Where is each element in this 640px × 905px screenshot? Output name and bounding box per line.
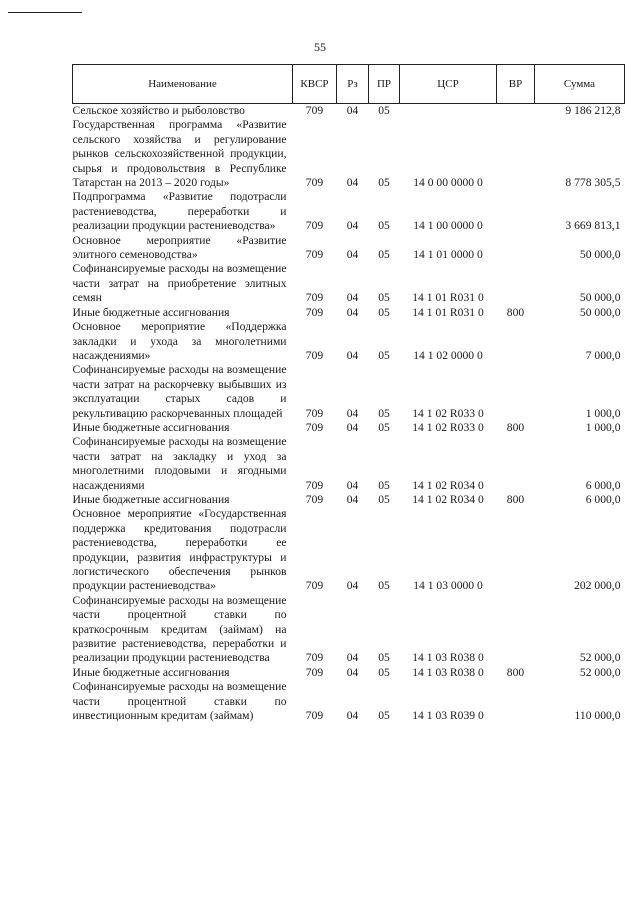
row-sum: 50 000,0 — [579, 248, 621, 262]
row-pr: 05 — [378, 478, 390, 492]
row-vr: 800 — [506, 305, 525, 319]
row-csr: 14 1 02 R033 0 — [412, 420, 484, 434]
row-sum: 202 000,0 — [574, 579, 621, 593]
row-pr: 05 — [378, 305, 390, 319]
row-vr — [497, 507, 535, 593]
row-csr: 14 1 02 R033 0 — [412, 406, 484, 420]
table-row — [73, 363, 625, 421]
row-pr: 05 — [378, 248, 390, 262]
row-kvsr: 709 — [305, 219, 324, 233]
row-csr: 14 1 03 R038 0 — [412, 651, 484, 665]
table-row — [73, 320, 625, 363]
table-body — [73, 104, 625, 724]
row-kvsr: 709 — [305, 420, 324, 434]
row-rz: 04 — [346, 305, 359, 319]
row-csr: 14 0 00 0000 0 — [413, 176, 483, 190]
row-csr: 14 1 02 R034 0 — [412, 478, 484, 492]
row-csr: 14 1 03 0000 0 — [413, 579, 483, 593]
row-kvsr: 709 — [305, 104, 324, 117]
table-header-row — [73, 65, 625, 104]
row-kvsr: 709 — [305, 305, 324, 319]
row-name: Государственная программа «Развитие сельского хозяйства и регулирование рынков сельскохозяйственной продукции, сырья и продовольствия в Республике Татарстан на 2013 – 2020 годы» — [72, 118, 287, 190]
row-rz: 04 — [346, 478, 359, 492]
row-rz: 04 — [346, 348, 359, 362]
row-csr: 14 1 01 R031 0 — [412, 291, 484, 305]
table-row — [73, 680, 625, 723]
row-sum: 6 000,0 — [585, 478, 621, 492]
row-kvsr: 709 — [305, 406, 324, 420]
row-kvsr: 709 — [305, 665, 324, 679]
table-row — [73, 262, 625, 305]
header-pr: ПР — [369, 65, 400, 104]
row-csr — [400, 104, 497, 119]
row-rz: 04 — [346, 104, 359, 117]
row-sum: 52 000,0 — [579, 665, 621, 679]
row-name: Софинансируемые расходы на возмещение части процентной ставки по инвестиционным кредитам (займам) — [72, 680, 287, 723]
table-row — [73, 666, 625, 680]
row-pr: 05 — [378, 709, 390, 723]
table-row — [73, 493, 625, 507]
row-pr: 05 — [378, 665, 390, 679]
row-name: Софинансируемые расходы на возмещение части затрат на закладку и уход за многолетними плодовыми и ягодными насаждениями — [72, 435, 287, 492]
row-vr — [497, 680, 535, 723]
row-vr: 800 — [506, 665, 525, 679]
row-csr: 14 1 01 R031 0 — [412, 305, 484, 319]
row-rz: 04 — [346, 492, 359, 506]
header-sum: Сумма — [535, 65, 625, 104]
row-vr — [497, 320, 535, 363]
row-name: Иные бюджетные ассигнования — [72, 420, 230, 434]
row-csr: 14 1 00 0000 0 — [413, 219, 483, 233]
row-kvsr: 709 — [305, 492, 324, 506]
row-pr: 05 — [378, 104, 390, 117]
row-name: Основное мероприятие «Развитие элитного семеноводства» — [72, 233, 287, 262]
row-pr: 05 — [378, 348, 390, 362]
row-rz: 04 — [346, 665, 359, 679]
row-sum: 1 000,0 — [585, 406, 621, 420]
row-rz: 04 — [346, 176, 359, 190]
page-number: 55 — [314, 40, 326, 54]
row-kvsr: 709 — [305, 348, 324, 362]
row-pr: 05 — [378, 420, 390, 434]
table-row — [73, 421, 625, 435]
row-kvsr: 709 — [305, 709, 324, 723]
row-rz: 04 — [346, 579, 359, 593]
row-name: Основное мероприятие «Государственная поддержка кредитования подотрасли растениеводства, переработки ее продукции, развития инфраструктуры и логистического обеспечения рынков продукции растениеводства» — [72, 507, 287, 593]
budget-table — [72, 64, 625, 723]
row-sum: 7 000,0 — [585, 348, 621, 362]
row-name: Основное мероприятие «Поддержка закладки и ухода за многолетними насаждениями» — [72, 320, 287, 362]
row-sum: 3 669 813,1 — [565, 219, 621, 233]
row-vr: 800 — [506, 492, 525, 506]
table-row — [73, 234, 625, 263]
header-name: Наименование — [73, 65, 293, 104]
row-rz: 04 — [346, 291, 359, 305]
row-vr — [497, 594, 535, 666]
row-vr — [497, 118, 535, 190]
row-rz: 04 — [346, 248, 359, 262]
row-pr: 05 — [378, 579, 390, 593]
row-csr: 14 1 03 R038 0 — [412, 665, 484, 679]
row-name: Софинансируемые расходы на возмещение части затрат на раскорчевку выбывших из эксплуатации старых садов и рекультивацию раскорчеванных площадей — [72, 363, 287, 420]
row-rz: 04 — [346, 219, 359, 233]
table-row — [73, 104, 625, 119]
row-sum: 8 778 305,5 — [565, 176, 621, 190]
row-name: Иные бюджетные ассигнования — [72, 492, 230, 506]
row-kvsr: 709 — [305, 579, 324, 593]
row-rz: 04 — [346, 420, 359, 434]
row-vr — [497, 363, 535, 421]
table-row — [73, 306, 625, 320]
table-row — [73, 118, 625, 190]
row-sum: 52 000,0 — [579, 651, 621, 665]
row-name: Софинансируемые расходы на возмещение части затрат на приобретение элитных семян — [72, 262, 287, 305]
row-kvsr: 709 — [305, 176, 324, 190]
row-vr — [497, 435, 535, 493]
header-csr: ЦСР — [400, 65, 497, 104]
row-name: Иные бюджетные ассигнования — [72, 305, 230, 319]
row-vr — [497, 190, 535, 233]
row-sum: 6 000,0 — [585, 492, 621, 506]
row-pr: 05 — [378, 219, 390, 233]
row-sum: 9 186 212,8 — [565, 104, 621, 117]
header-kvsr: КВСР — [293, 65, 337, 104]
row-vr: 800 — [506, 420, 525, 434]
row-vr — [497, 234, 535, 263]
table-row — [73, 435, 625, 493]
table-row — [73, 594, 625, 666]
header-rz: Рз — [337, 65, 369, 104]
row-vr — [497, 262, 535, 305]
row-pr: 05 — [378, 651, 390, 665]
row-sum: 50 000,0 — [579, 305, 621, 319]
row-csr: 14 1 02 R034 0 — [412, 492, 484, 506]
row-kvsr: 709 — [305, 478, 324, 492]
row-vr — [497, 104, 535, 119]
row-sum: 50 000,0 — [579, 291, 621, 305]
top-rule — [8, 12, 82, 13]
row-csr: 14 1 03 R039 0 — [412, 709, 484, 723]
row-sum: 1 000,0 — [585, 420, 621, 434]
row-name: Сельское хозяйство и рыболовство — [72, 104, 245, 117]
row-kvsr: 709 — [305, 651, 324, 665]
header-vr: ВР — [497, 65, 535, 104]
row-pr: 05 — [378, 291, 390, 305]
row-csr: 14 1 01 0000 0 — [413, 248, 483, 262]
row-name: Софинансируемые расходы на возмещение части процентной ставки по краткосрочным кредитам (займам) на развитие растениеводства, переработки и реализации продукции растениеводства — [72, 593, 287, 665]
table-row — [73, 507, 625, 593]
row-rz: 04 — [346, 406, 359, 420]
row-sum: 110 000,0 — [574, 709, 621, 723]
row-name: Иные бюджетные ассигнования — [72, 665, 230, 679]
row-kvsr: 709 — [305, 248, 324, 262]
row-rz: 04 — [346, 651, 359, 665]
row-pr: 05 — [378, 176, 390, 190]
table-row — [73, 190, 625, 233]
row-pr: 05 — [378, 492, 390, 506]
row-pr: 05 — [378, 406, 390, 420]
row-kvsr: 709 — [305, 291, 324, 305]
row-name: Подпрограмма «Развитие подотрасли растениеводства, переработки и реализации продукции растениеводства» — [72, 190, 287, 233]
row-csr: 14 1 02 0000 0 — [413, 348, 483, 362]
row-rz: 04 — [346, 709, 359, 723]
